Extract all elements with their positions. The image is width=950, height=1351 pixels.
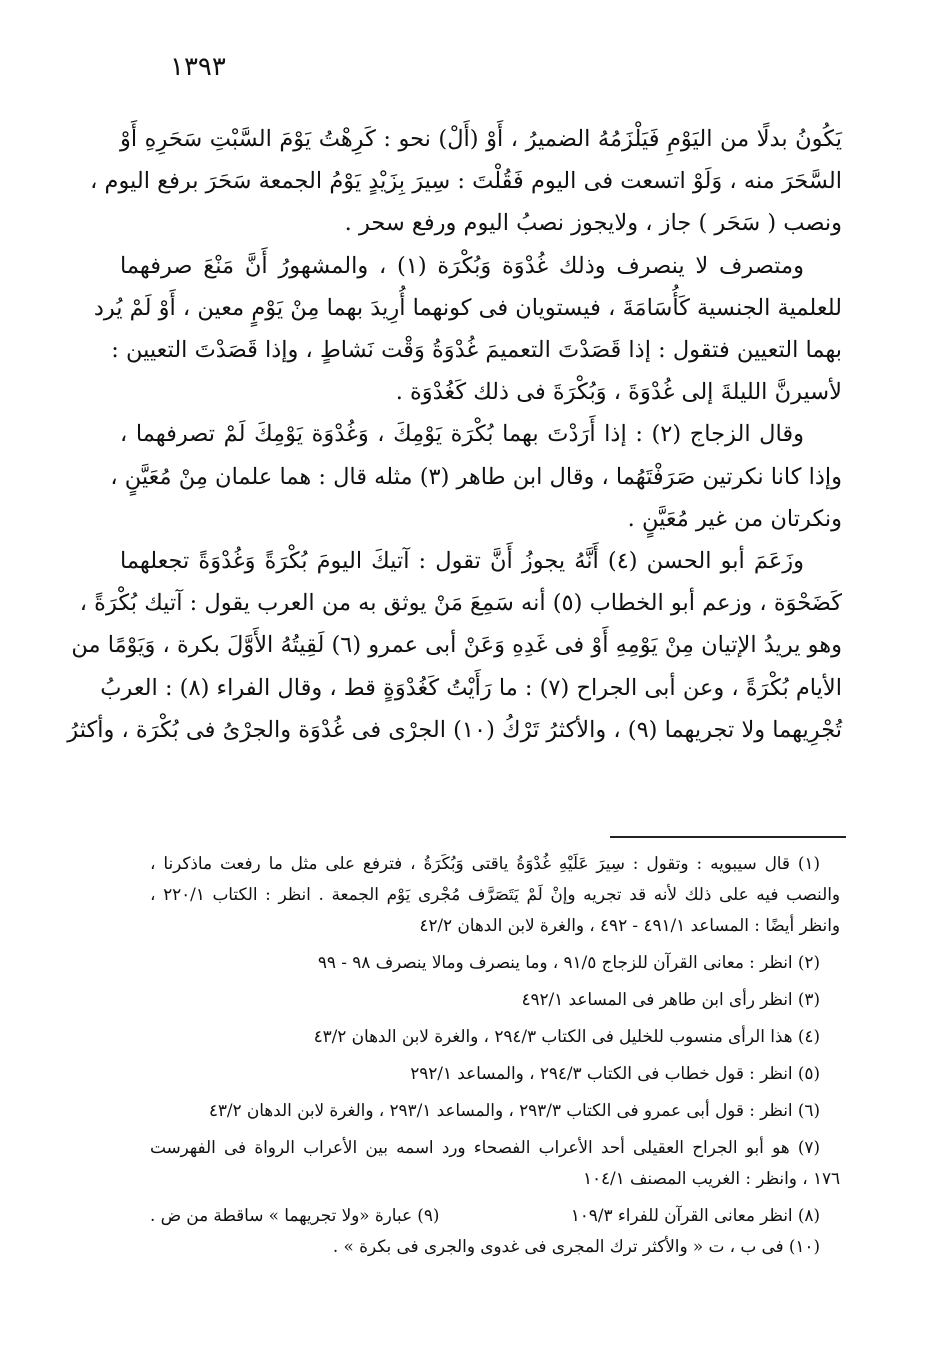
footnote-divider <box>610 836 846 838</box>
footnote-line: (٥) انظر : قول خطاب فى الكتاب ٢٩٤/٣ ، والمساعد ٢٩٢/١ <box>410 1063 820 1083</box>
text-line: ونصب ( سَحَر ) جاز ، ولايجوز نصبُ اليوم ورفع سحر . <box>344 210 842 237</box>
footnote-6 <box>150 1095 840 1126</box>
footnote-line: (٤) هذا الرأى منسوب للخليل فى الكتاب ٢٩٤/٣ ، والغرة لابن الدهان ٤٣/٢ <box>313 1026 820 1046</box>
footnotes <box>150 848 840 1262</box>
footnote-line: (٧) هو أبو الجراح العقيلى أحد الأعراب الفصحاء ورد اسمه بين الأعراب الرواة فى الفهرست <box>150 1137 820 1157</box>
footnote-line: (٦) انظر : قول أبى عمرو فى الكتاب ٢٩٣/٣ ، والمساعد ٢٩٣/١ ، والغرة لابن الدهان ٤٣/٢ <box>208 1100 820 1120</box>
paragraph-2 <box>93 245 842 414</box>
footnote-line: (٢) انظر : معانى القرآن للزجاج ٩١/٥ ، وما ينصرف ومالا ينصرف ٩٨ - ٩٩ <box>317 952 820 972</box>
footnote-9: (٩) عبارة «ولا تجريهما » ساقطة من ض . <box>150 1205 440 1225</box>
footnote-8: (٨) انظر معانى القرآن للفراء ١٠٩/٣ <box>570 1205 820 1225</box>
text-line: بهما التعيين فتقول : إذا قَصَدْتَ التعميمَ غُدْوَةُ وَقْت نَشاطٍ ، وإذا قَصَدْتَ التعيين : <box>111 337 842 364</box>
text-line: لأسيرنَّ الليلةَ إلى غُدْوَةَ ، وَبُكْرَةَ فى ذلك كَغُدْوَة . <box>395 379 842 406</box>
text-line: وقال الزجاج (٢) : إذا أَرَدْتَ بهما بُكْرَة يَوْمِكَ ، وَغُدْوَة يَوْمِكَ لَمْ تصرفهما ، <box>120 421 804 448</box>
page-number: ١٣٩٣ <box>170 52 226 82</box>
footnote-line: (٣) انظر رأى ابن طاهر فى المساعد ٤٩٢/١ <box>521 989 820 1009</box>
text-line: السَّحَرَ منه ، وَلَوْ اتسعت فى اليوم فَقُلْتَ : سِيرَ بِزَيْدٍ يَوْمُ الجمعة سَحَرَ برفع اليوم ، <box>90 168 842 195</box>
footnote-line: والنصب فيه على ذلك لأنه قد تجريه وإنْ لَمْ يَتَصَرَّف مُجْرى يَوْم الجمعة . انظر : الكتاب ٢٢٠/١ ، <box>150 884 840 904</box>
text-line: وزَعَمَ أبو الحسن (٤) أَنَّهُ يجوزُ أَنَّ تقول : آتيكَ اليومَ بُكْرَةً وَغُدْوَةً تجعلهما <box>120 548 804 575</box>
footnote-3 <box>150 984 840 1015</box>
paragraph-3 <box>110 413 842 540</box>
footnote-4 <box>150 1021 840 1052</box>
text-line: تُجْرِيهما ولا تجريهما (٩) ، والأكثرُ تَرْكُ (١٠) الجرْى فى غُدْوَة والجرْىُ فى بُكْرَة ، وأكثرُ <box>67 716 842 743</box>
footnote-line: (١٠) فى ب ، ت « والأكثر ترك المجرى فى غدوى والجرى فى بكرة » . <box>332 1236 820 1256</box>
paragraph-1 <box>90 118 842 245</box>
main-text <box>67 118 842 751</box>
text-line: للعلمية الجنسية كَأُسَامَةَ ، فيستويان فى كونهما أُرِيدَ بهما مِنْ يَوْمٍ معين ، أَوْ لَمْ يُرد <box>93 294 842 321</box>
text-line: ونكرتان من غير مُعَيَّنٍ . <box>627 505 842 532</box>
footnote-line: (١) قال سيبويه : وتقول : سِيرَ عَلَيْهِ غُدْوَةُ ياقتى وَبُكَرَةُ ، فترفع على مثل ما رفعت ماذكرنا ، <box>150 853 820 873</box>
text-line: كَضَحْوَة ، وزعم أبو الخطاب (٥) أنه سَمِعَ مَنْ يوثق به من العرب يقول : آتيك بُكْرَةً ، <box>79 590 842 617</box>
text-line: وهو يريدُ الإتيان مِنْ يَوْمِهِ أَوْ فى غَدِهِ وَعَنْ أبى عمرو (٦) لَقِيتُهُ الأَوَّلَ بكرة ، وَيَوْمًا من <box>71 632 842 659</box>
footnote-line: ١٧٦ ، وانظر : الغريب المصنف ١٠٤/١ <box>582 1168 840 1188</box>
paragraph-4 <box>67 540 842 751</box>
footnote-10 <box>150 1231 840 1262</box>
text-line: يَكُونُ بدلًا من اليَوْمِ فَيَلْزَمُهُ الضميرُ ، أَوْ (أَلْ) نحو : كَرِهْتُ يَوْمَ السَّبْتِ سَحَرِهِ أَوْ <box>120 126 842 152</box>
text-line: وإذا كانا نكرتين صَرَفْتَهُما ، وقال ابن طاهر (٣) مثله قال : هما علمان مِنْ مُعَيَّنٍ ، <box>110 463 842 490</box>
footnote-7 <box>150 1132 840 1194</box>
footnote-2 <box>150 947 840 978</box>
footnote-line: وانظر أيضًا : المساعد ٤٩١/١ - ٤٩٢ ، والغرة لابن الدهان ٤٢/٢ <box>419 915 840 935</box>
text-line: ومتصرف لا ينصرف وذلك غُدْوَة وَبُكْرَة (١) ، والمشهورُ أَنَّ مَنْعَ صرفهما <box>120 252 804 279</box>
footnote-5 <box>150 1058 840 1089</box>
text-line: الأيام بُكْرَةً ، وعن أبى الجراح (٧) : ما رَأَيْتُ كَغُدْوَةٍ قط ، وقال الفراء (٨) : العربُ <box>100 674 842 701</box>
footnote-row-8-9 <box>150 1200 840 1231</box>
footnote-1 <box>150 848 840 941</box>
